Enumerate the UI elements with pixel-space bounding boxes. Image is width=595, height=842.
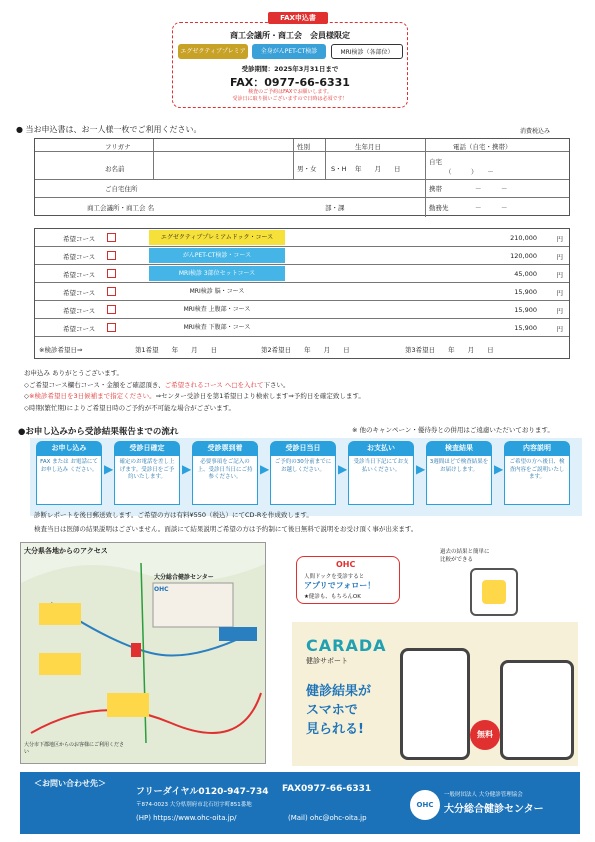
gender-label: 性別: [297, 143, 310, 151]
flow-after: [34, 508, 594, 536]
ohc-promo-line1: 人間ドックを受診すると: [304, 574, 365, 580]
footer-fax[interactable]: FAX0977-66-6331: [282, 784, 372, 794]
contact-heading: ＜お問い合わせ先＞: [34, 779, 106, 788]
flow-step: お申し込み FAX または お電話にて お申し込み ください。: [36, 441, 102, 505]
freedial[interactable]: フリーダイヤル0120-947-734: [136, 787, 269, 797]
preferred-dates-row: [35, 339, 569, 359]
note-dates: ◇※検診希望日を3日候補まで指定ください。⇒センター受診日を第1希望日より検索します⇒予約日を確定致します。: [24, 392, 365, 400]
carada-line3: 見られる!: [306, 722, 364, 737]
explanation-note: 検査当日は医師の結果説明はございません。面談にて結果説明ご希望の方は予約制にて後日無料で説明をお受け頂く事が出来ます。: [34, 525, 418, 533]
gender-options[interactable]: 男・女: [297, 165, 317, 173]
carada-line1: 健診結果が: [306, 684, 372, 699]
carada-message: [306, 682, 371, 739]
date-choice-3[interactable]: 第3希望日 年 月 日: [405, 346, 494, 354]
arrow-icon: ▶: [104, 462, 114, 476]
course-row[interactable]: [35, 247, 569, 265]
header-fax-number: FAX：0977-66-6331: [230, 76, 350, 89]
header-note-2: 受診日に取り扱いございますので日時は必須です！: [232, 96, 348, 102]
course-name: MRI検査 上腹部・コース: [183, 306, 251, 313]
course-name: MRI検診 脳・コース: [189, 288, 245, 295]
date-choice-1[interactable]: 第1希望 年 月 日: [135, 346, 218, 354]
exec-dock-button[interactable]: エグゼクティブプレミアムドック: [178, 44, 248, 59]
course-name: MRI検診 3部位セットコース: [149, 266, 285, 281]
course-name: エグゼクティブプレミアムドック・コース: [149, 230, 285, 245]
course-row[interactable]: [35, 265, 569, 283]
flow-step: 受診日確定 確定のお電話を差し上げます。受診日をご予約いたします。: [114, 441, 180, 505]
era-options[interactable]: S・H: [331, 165, 347, 173]
carada-line2: スマホで: [306, 703, 358, 718]
intro-text: ● 当お申込書は、お一人様一枚でご利用ください。: [16, 125, 202, 134]
course-yen: 円: [556, 253, 563, 261]
map-title: 大分県各地からのアクセス: [24, 547, 108, 555]
flow-step: 受診日当日 ご予約の30分前までにお越しください。: [270, 441, 336, 505]
flow-step: 内容説明 ご希望の方へ後日、検査内容をご説明いたします。: [504, 441, 570, 505]
course-price: 15,900: [514, 288, 537, 296]
phone-mockup-1: [400, 648, 470, 760]
report-note: 診断レポートを後日郵送致します。ご希望の方は有料¥550（税込）にてCD-Rを作成致します。: [34, 511, 313, 519]
course-yen: 円: [556, 235, 563, 243]
fax-form-tag: FAX申込書: [268, 12, 328, 24]
carada-sub: 健診サポート: [306, 657, 348, 665]
home-phone-field[interactable]: （ ） －: [445, 168, 494, 176]
free-badge: 無料: [470, 720, 500, 750]
flow-step: 検査結果 3週間ほどで検査結果をお届けします。: [426, 441, 492, 505]
note-thanks: お申込み ありがとうございます。: [24, 369, 124, 377]
course-label: 希望コース: [63, 253, 96, 261]
dates-label: ※検診希望日⇒: [39, 346, 83, 354]
arrow-icon: ▶: [494, 462, 504, 476]
footer-homepage[interactable]: (HP) https://www.ohc-oita.jp/: [136, 814, 237, 822]
course-row[interactable]: [35, 283, 569, 301]
applicant-form: [34, 138, 570, 216]
course-yen: 円: [556, 271, 563, 279]
carada-logo: CARADA: [306, 636, 387, 655]
arrow-icon: ▶: [338, 462, 348, 476]
notes: [24, 368, 584, 414]
flow-title: ●お申し込みから受診結果報告までの流れ: [18, 427, 179, 437]
ohc-promo-logo: OHC: [336, 560, 356, 569]
flow-note: ※ 他のキャンペーン・優待券との併用はご遠慮いただいております。: [352, 426, 554, 434]
map-illustration: [21, 543, 266, 764]
arrow-icon: ▶: [416, 462, 426, 476]
course-name: がんPET-CT検診・コース: [149, 248, 285, 263]
branch-label: 部・課: [325, 204, 345, 212]
mri-button[interactable]: MRI検診（各部位）: [331, 44, 403, 59]
course-table: [34, 228, 570, 359]
name-label: お名前: [105, 165, 125, 173]
footer-mail[interactable]: (Mail) ohc@ohc-oita.jp: [288, 814, 367, 822]
course-checkbox[interactable]: [107, 323, 116, 332]
org-label: 商工会議所・商工会 名: [87, 204, 155, 212]
dob-label: 生年月日: [355, 143, 381, 151]
access-map: [20, 542, 266, 764]
home-phone-label: 自宅: [429, 158, 442, 166]
dob-field[interactable]: 年 月 日: [355, 165, 401, 173]
map-ohc-label: OHC: [154, 586, 169, 593]
work-field[interactable]: － －: [475, 204, 508, 212]
exam-period: 受診期間：2025年3月31日まで: [241, 65, 339, 73]
phone-mockup-2: [500, 660, 574, 760]
phone-header: 電話（自宅・携帯）: [453, 143, 512, 151]
course-label: 希望コース: [63, 289, 96, 297]
course-price: 210,000: [510, 234, 537, 242]
org-small: 一般財団法人 大分健診管理協会: [444, 792, 523, 798]
header-title: 商工会議所・商工会 会員様限定: [230, 31, 350, 40]
course-checkbox[interactable]: [107, 233, 116, 242]
flow-step: 受診票到着 必要事項をご記入の上、受診日当日にご持参ください。: [192, 441, 258, 505]
course-checkbox[interactable]: [107, 305, 116, 314]
map-center-label: 大分総合健診センター: [154, 574, 214, 581]
phone-icon: [470, 568, 518, 616]
course-yen: 円: [556, 325, 563, 333]
flow-step: お支払い 受診当日下記にてお支払いください。: [348, 441, 414, 505]
course-price: 15,900: [514, 306, 537, 314]
map-bottom-note: 大分市下郡地区からのお客様にご利用ください: [24, 742, 125, 755]
header-note-1: 検査のご予約はFAXでお願いします。: [248, 89, 332, 95]
note-busy: ◇時期(繁忙期)によりご希望日時のご予約が不可能な場合がございます。: [24, 403, 236, 412]
mobile-label: 携帯: [429, 185, 442, 193]
course-row[interactable]: [35, 319, 569, 337]
course-row[interactable]: [35, 301, 569, 319]
arrow-icon: ▶: [260, 462, 270, 476]
mobile-field[interactable]: － －: [475, 185, 508, 193]
course-label: 希望コース: [63, 271, 96, 279]
note-course: ◇ご希望コース欄右コース・金額をご確認頂き、ご希望されるコース へ□を入れて下さい。: [24, 380, 290, 389]
work-label: 勤務先: [429, 204, 449, 212]
header-note: [172, 89, 408, 103]
petct-button[interactable]: 全身がんPET-CT検診: [252, 44, 326, 59]
org-large: 大分総合健診センター: [444, 804, 544, 815]
ohc-side-text: 過去の結果と簡単に 比較ができる: [440, 549, 490, 563]
footer: [20, 772, 580, 834]
course-price: 15,900: [514, 324, 537, 332]
course-label: 希望コース: [63, 307, 96, 315]
ohc-promo-line3: ★健診も、もちろんOK: [304, 594, 361, 600]
date-choice-2[interactable]: 第2希望日 年 月 日: [261, 346, 350, 354]
course-price: 45,000: [514, 270, 537, 278]
course-yen: 円: [556, 289, 563, 297]
furigana-label: フリガナ: [105, 143, 131, 151]
address-label: ご自宅住所: [105, 185, 138, 193]
course-yen: 円: [556, 307, 563, 315]
arrow-icon: ▶: [182, 462, 192, 476]
course-label: 希望コース: [63, 235, 96, 243]
course-checkbox[interactable]: [107, 269, 116, 278]
ohc-promo-line2: アプリでフォロー！: [304, 581, 376, 590]
course-checkbox[interactable]: [107, 251, 116, 260]
course-checkbox[interactable]: [107, 287, 116, 296]
course-label: 希望コース: [63, 325, 96, 333]
course-price: 120,000: [510, 252, 537, 260]
footer-address: 〒874-0023 大分県別府市北石垣字町851番地: [136, 802, 252, 808]
ohc-logo: OHC: [410, 790, 440, 820]
tax-note: 消費税込み: [520, 128, 551, 135]
course-row[interactable]: [35, 229, 569, 247]
course-name: MRI検査 下腹部・コース: [183, 324, 251, 331]
